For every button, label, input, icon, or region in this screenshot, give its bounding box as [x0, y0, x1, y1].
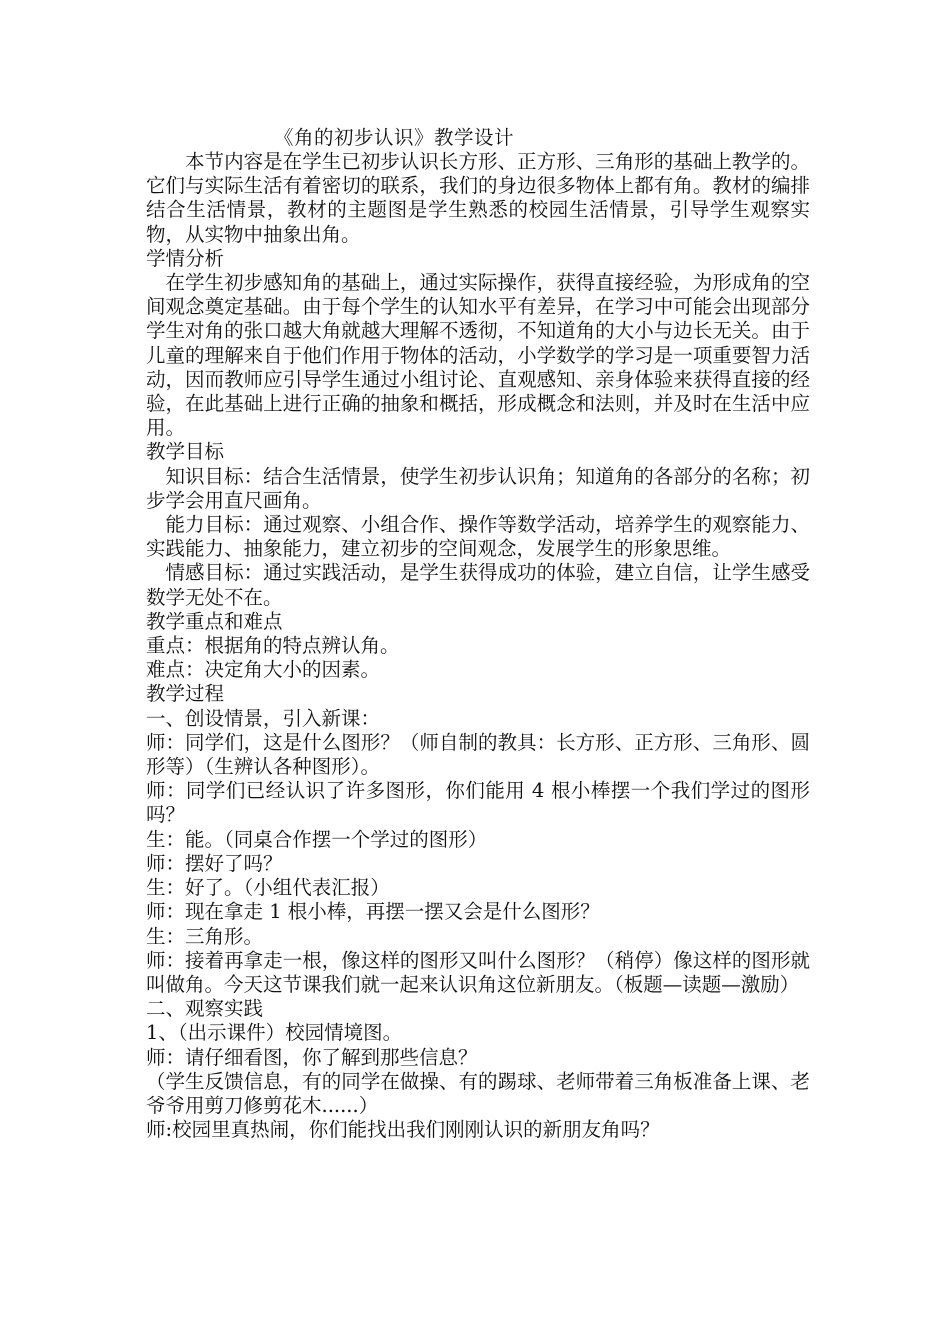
section-heading: 教学目标: [146, 440, 225, 464]
dialogue-line: 师：摆好了吗？: [146, 851, 283, 875]
emotion-goal-paragraph: 情感目标：通过实践活动，是学生获得成功的体验，建立自信，让学生感受数学无处不在。: [146, 561, 810, 609]
dialogue-line: 师：请仔细看图，你了解到那些信息？: [146, 1045, 478, 1069]
list-item: 1、（出示课件）校园情境图。: [146, 1021, 403, 1045]
document-body: [146, 150, 810, 1142]
student-analysis-paragraph: 在学生初步感知角的基础上，通过实际操作，获得直接经验，为形成角的空间观念奠定基础。由于每个学生的认知水平有差异，在学习中可能会出现部分学生对角的张口越大角就越大理解不透彻，不知道角的大小与边长无关。由于儿童的理解来自于他们作用于物体的活动，小学数学的学习是一项重要智力活动，因而教师应引导学生通过小组讨论、直观感知、亲身体验来获得直接的经验，在此基础上进行正确的抽象和概括，形成概念和法则，并及时在生活中应用。: [146, 271, 810, 440]
document-title: 《角的初步认识》教学设计: [274, 126, 515, 149]
difficulty-line: 难点：决定角大小的因素。: [146, 658, 381, 682]
dialogue-line: 生：能。（同桌合作摆一个学过的图形）: [146, 827, 488, 851]
dialogue-line: 生：三角形。: [146, 924, 264, 948]
dialogue-line: 师：同学们已经认识了许多图形，你们能用 4 根小棒摆一个我们学过的图形吗？: [146, 779, 810, 827]
dialogue-line: 师：接着再拿走一根，像这样的图形又叫什么图形？（稍停）像这样的图形就叫做角。今天这节课我们就一起来认识角这位新朋友。（板题—读题—激励）: [146, 948, 810, 996]
intro-paragraph: 本节内容是在学生已初步认识长方形、正方形、三角形的基础上教学的。它们与实际生活有着密切的联系，我们的身边很多物体上都有角。教材的编排结合生活情景，教材的主题图是学生熟悉的校园生活情景，引导学生观察实物，从实物中抽象出角。: [146, 150, 810, 246]
step-heading: 二、观察实践: [146, 997, 264, 1021]
dialogue-line: （学生反馈信息，有的同学在做操、有的踢球、老师带着三角板准备上课、老爷爷用剪刀修剪花木......）: [146, 1069, 810, 1117]
ability-goal-paragraph: 能力目标：通过观察、小组合作、操作等数学活动，培养学生的观察能力、实践能力、抽象能力，建立初步的空间观念，发展学生的形象思维。: [146, 513, 810, 561]
dialogue-line: 师：现在拿走 1 根小棒，再摆一摆又会是什么图形？: [146, 900, 600, 924]
section-heading: 学情分析: [146, 246, 225, 270]
dialogue-line: 师：同学们，这是什么图形？（师自制的教具：长方形、正方形、三角形、圆形等）（生辨认各种图形）。: [146, 730, 810, 779]
section-heading: 教学重点和难点: [146, 609, 283, 633]
step-heading: 一、创设情景，引入新课：: [146, 706, 381, 730]
key-point-line: 重点：根据角的特点辨认角。: [146, 634, 400, 658]
knowledge-goal-paragraph: 知识目标：结合生活情景，使学生初步认识角；知道角的各部分的名称；初步学会用直尺画角。: [146, 464, 810, 512]
dialogue-line: 师:校园里真热闹，你们能找出我们刚刚认识的新朋友角吗？: [146, 1118, 660, 1142]
dialogue-line: 生：好了。（小组代表汇报）: [146, 876, 390, 900]
section-heading: 教学过程: [146, 682, 225, 706]
